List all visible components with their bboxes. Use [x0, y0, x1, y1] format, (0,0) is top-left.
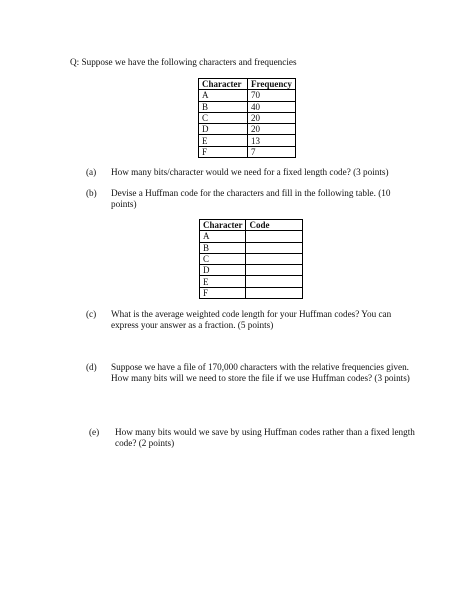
part-e-text: How many bits would we save by using Huffman codes rather than a fixed length code? (2 points): [115, 427, 415, 448]
character-cell: F: [200, 287, 246, 298]
frequency-table: [198, 78, 296, 158]
part-b-label: (b): [86, 188, 97, 198]
character-cell: F: [199, 146, 248, 157]
character-cell: E: [200, 276, 246, 287]
frequency-cell: 40: [248, 101, 296, 112]
code-cell[interactable]: [246, 287, 303, 298]
column-header-character: Character: [200, 220, 246, 231]
frequency-cell: 20: [248, 124, 296, 135]
code-table-header: [200, 220, 303, 231]
table-row: [199, 124, 296, 135]
huffman-code-table: [199, 219, 303, 299]
table-row: [200, 276, 303, 287]
code-cell[interactable]: [246, 253, 303, 264]
column-header-frequency: Frequency: [248, 79, 296, 90]
character-cell: B: [200, 242, 246, 253]
table-row: [200, 253, 303, 264]
table-row: [199, 101, 296, 112]
frequency-table-header: [199, 79, 296, 90]
table-row: [200, 242, 303, 253]
part-c-label: (c): [86, 309, 97, 319]
table-row: [199, 112, 296, 123]
character-cell: B: [199, 101, 248, 112]
table-row: [199, 135, 296, 146]
character-cell: A: [199, 90, 248, 101]
character-cell: C: [200, 253, 246, 264]
frequency-cell: 13: [248, 135, 296, 146]
table-row: [200, 287, 303, 298]
frequency-cell: 20: [248, 112, 296, 123]
character-cell: A: [200, 231, 246, 242]
table-row: [199, 90, 296, 101]
table-row: [199, 146, 296, 157]
question-title: Q: Suppose we have the following characters and frequencies: [70, 57, 297, 67]
table-row: [200, 265, 303, 276]
part-d-label: (d): [86, 362, 97, 372]
part-a-label: (a): [86, 167, 97, 177]
code-cell[interactable]: [246, 231, 303, 242]
character-cell: C: [199, 112, 248, 123]
code-cell[interactable]: [246, 265, 303, 276]
part-a-text: How many bits/character would we need for a fixed length code? (3 points): [111, 167, 389, 177]
column-header-code: Code: [246, 220, 303, 231]
code-cell[interactable]: [246, 276, 303, 287]
column-header-character: Character: [199, 79, 248, 90]
frequency-cell: 70: [248, 90, 296, 101]
character-cell: D: [199, 124, 248, 135]
code-cell[interactable]: [246, 242, 303, 253]
frequency-cell: 7: [248, 146, 296, 157]
part-e-label: (e): [89, 427, 100, 437]
character-cell: E: [199, 135, 248, 146]
part-b-text: Devise a Huffman code for the characters and fill in the following table. (10 points): [111, 188, 391, 209]
character-cell: D: [200, 265, 246, 276]
part-d-text: Suppose we have a file of 170,000 characters with the relative frequencies given. How many bits will we need to store the file if we use Huffman codes? (3 points): [111, 362, 410, 383]
table-row: [200, 231, 303, 242]
part-c-text: What is the average weighted code length for your Huffman codes? You can express your answer as a fraction. (5 points): [111, 309, 392, 330]
